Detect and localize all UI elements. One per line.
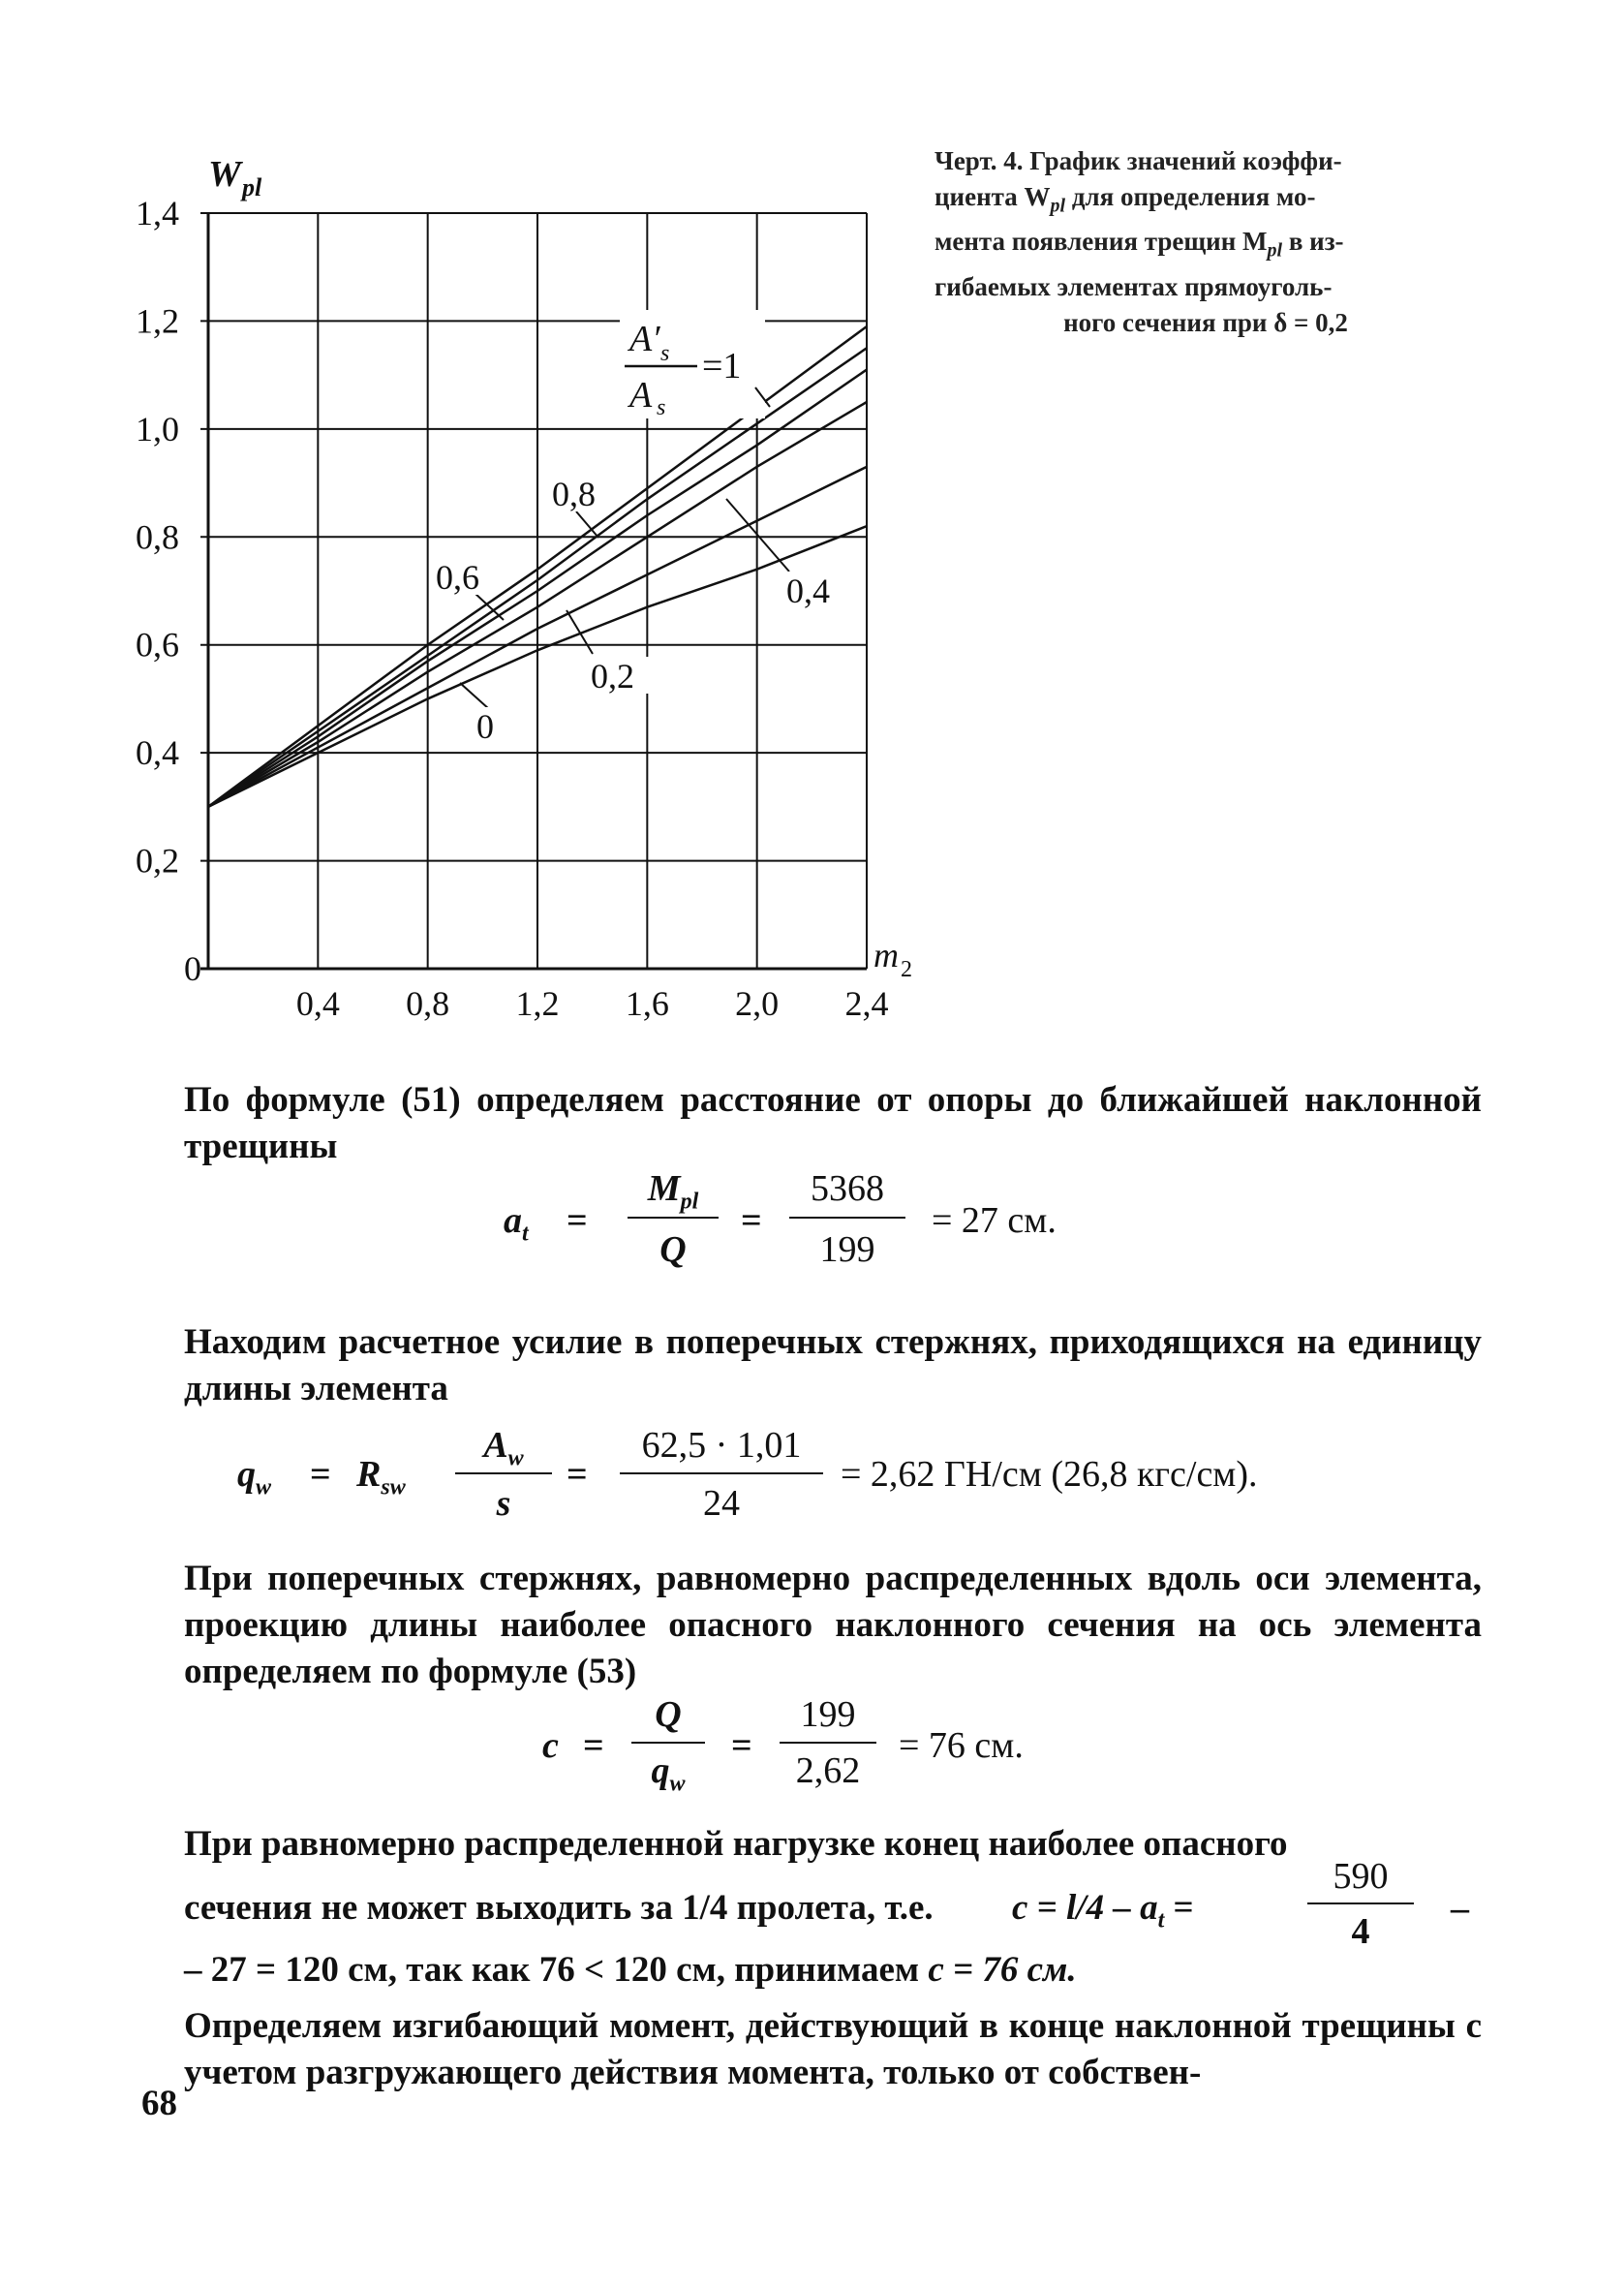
series-annotation: 0 [476,707,494,746]
f1-eq2: = [741,1200,762,1241]
f4-num: 590 [1333,1856,1389,1897]
f3-fracline-1 [631,1742,705,1744]
x-tick-label: 0,8 [406,984,450,1023]
f3-result: = 76 см. [899,1725,1024,1766]
caption-line: для определения мо- [1065,182,1316,211]
x-axis-label: m [873,936,899,974]
annotation-leader [567,610,593,654]
f2-den1: s [496,1483,511,1524]
f1-lhs-sub: t [522,1221,529,1247]
caption-line: гибаемых элементах прямоуголь- [935,271,1333,301]
f2-result: = 2,62 ГН/см (26,8 кгс/см). [841,1454,1258,1495]
f2-rsw: $R_{sw}$ [356,1454,406,1500]
paragraph-4-line-2: сечения не может выходить за 1/4 пролета, т.е. [184,1888,934,1928]
f2-num2: 62,5 · 1,01 [641,1425,802,1466]
f1-den2: 199 [819,1229,875,1270]
f3-num2: 199 [800,1694,856,1735]
legend-num: A′ [629,319,660,359]
paragraph-2: Находим расчетное усилие в поперечных стержнях, приходящихся на единицу длины элемента [184,1322,1482,1408]
f3-lhs: c [542,1725,559,1766]
y-tick-label: 1,2 [136,301,179,341]
y-tick-label: 0 [184,949,201,988]
y-tick-label: 1,4 [136,194,179,232]
f2-eq2: = [567,1454,588,1495]
caption-line: мента появления трещин M [935,227,1268,257]
caption-line: в из- [1282,227,1344,257]
series-annotation: 0,4 [786,572,830,610]
x-tick-label: 1,6 [625,984,669,1023]
f3-den2: 2,62 [795,1750,861,1791]
f2-eq: = [310,1454,331,1495]
f2-fracline-1 [455,1472,552,1474]
y-tick-label: 0,2 [136,841,179,881]
f3-fracline-2 [780,1742,876,1744]
page-number: 68 [141,2084,177,2123]
f1-fracline-2 [789,1217,905,1219]
series-annotation: 0,6 [436,558,479,597]
caption-sub: pl [1267,239,1283,262]
legend-den-sub: s [657,395,666,420]
x-tick-label: 1,2 [515,984,560,1023]
caption-sub: pl [1050,195,1066,217]
f1-num2: 5368 [811,1168,884,1209]
legend-eq: =1 [702,346,742,387]
paragraph-3: При поперечных стержнях, равномерно распределенных вдоль оси элемента, проекцию длины наиболее опасного наклонного сечения на ось элемента определяем по формуле (53) [184,1559,1482,1691]
caption-line: ного сечения при δ = 0,2 [1063,307,1348,337]
formula-at-lhs [504,1199,529,1248]
annotation-leader [460,683,489,709]
f4-den: 4 [1351,1911,1370,1952]
f1-result: = 27 см. [932,1200,1057,1241]
y-tick-label: 1,0 [136,409,179,449]
y-tick-label: 0,4 [136,733,179,773]
chart-grid [200,213,867,969]
f3-den1: $q_w$ [651,1750,686,1797]
series-annotation: 0,2 [591,657,634,696]
chart-labels [208,154,912,982]
paragraph-1: По формуле (51) определяем расстояние от опоры до ближайшей наклонной трещины [184,1080,1482,1166]
x-axis-label-sub: 2 [901,957,912,982]
f3-num1: Q [655,1694,682,1735]
f2-lhs: $q_w$ [237,1454,272,1500]
paragraph-5: Определяем изгибающий момент, действующий в конце наклонной трещины с учетом разгружающего действия момента, только от собствен- [184,2006,1482,2092]
f2-num1: $A_w$ [483,1425,524,1471]
f4-tail: – [1451,1888,1469,1929]
y-axis-label-sub: pl [242,173,262,201]
f1-eq: = [567,1200,588,1241]
caption-line: циента W [935,182,1051,211]
y-tick-label: 0,6 [136,625,179,665]
x-tick-label: 2,0 [735,984,780,1023]
x-tick-label: 0,4 [295,984,340,1023]
paragraph-4-line-1: При равномерно распределенной нагрузке конец наиболее опасного [184,1824,1288,1864]
f1-den1: Q [659,1229,687,1270]
x-tick-label: 2,4 [844,984,889,1023]
paragraph-4-line-3: – 27 = 120 см, так как 76 < 120 см, принимаем c = 76 см. [184,1950,1077,1990]
y-axis-label: W [208,154,241,195]
f3-eq2: = [731,1725,752,1766]
f3-eq: = [583,1725,604,1766]
f4-expr: $c = l/4 - a_t$ = [1012,1888,1194,1933]
f2-den2: 24 [703,1483,740,1524]
caption-line: Черт. 4. График значений коэффи- [935,146,1342,175]
legend-den: A [629,375,653,416]
f1-fracline-1 [628,1217,719,1219]
legend-num-sub: s [660,341,670,366]
f4-fracline [1307,1902,1414,1904]
f2-fracline-2 [620,1472,823,1474]
f1-lhs: a [504,1200,522,1241]
f1-num1: $M_{pl}$ [647,1168,699,1215]
series-annotation: 0,8 [552,475,596,513]
figure-caption [935,143,1477,341]
y-tick-label: 0,8 [136,517,179,557]
